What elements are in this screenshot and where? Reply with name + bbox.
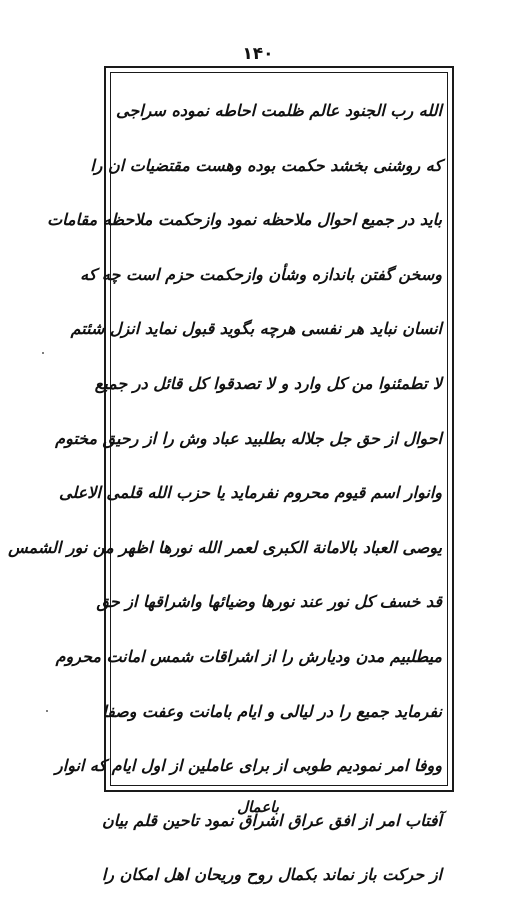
- text-line-10: قد خسف کل نور عند نورها وضیائها واشراقها از حق: [96, 592, 442, 612]
- text-line-9: یوصی العباد بالامانة الکبری لعمر الله نورها اظهر من نور الشمس: [8, 537, 442, 557]
- text-line-14: آفتاب امر از افق عراق اشراق نمود تاحین قلم بیان: [101, 810, 442, 830]
- manuscript-text: [8, 84, 442, 903]
- catchword: باعمال: [237, 798, 279, 816]
- text-line-12: نفرماید جمیع را در لیالی و ایام بامانت وعفت وصفا: [102, 701, 442, 721]
- paper-speck: [42, 352, 44, 354]
- page-number: ۱۴۰: [242, 44, 274, 64]
- text-line-8: وانوار اسم قیوم محروم نفرماید یا حزب الله قلمی الاعلی: [59, 483, 442, 503]
- text-line-2: که روشنی بخشد حکمت بوده وهست مقتضیات ان را: [90, 155, 442, 175]
- text-line-1: الله رب الجنود عالم ظلمت احاطه نموده سراجی: [116, 101, 442, 120]
- text-line-15: از حرکت باز نماند بکمال روح وریحان اهل امکان را: [101, 865, 442, 885]
- paper-speck: [46, 710, 48, 712]
- text-line-6: لا تطمئنوا من کل وارد و لا تصدقوا کل قائل در جمیع: [94, 373, 442, 393]
- text-line-7: احوال از حق جل جلاله بطلبید عباد وش را از رحیق مختوم: [55, 428, 442, 448]
- text-line-3: باید در جمیع احوال ملاحظه نمود وازحکمت ملاحظه مقامات: [47, 210, 442, 230]
- text-line-4: وسخن گفتن باندازه وشأن وازحکمت حزم است چه که: [80, 264, 442, 284]
- text-line-11: میطلبیم مدن ودیارش را از اشراقات شمس امانت محروم: [55, 646, 442, 666]
- text-line-13: ووفا امر نمودیم طوبی از برای عاملین از اول ایام که انوار: [55, 756, 442, 776]
- text-line-5: انسان نباید هر نفسی هرچه بگوید قبول نماید انزل شئتم: [70, 319, 442, 339]
